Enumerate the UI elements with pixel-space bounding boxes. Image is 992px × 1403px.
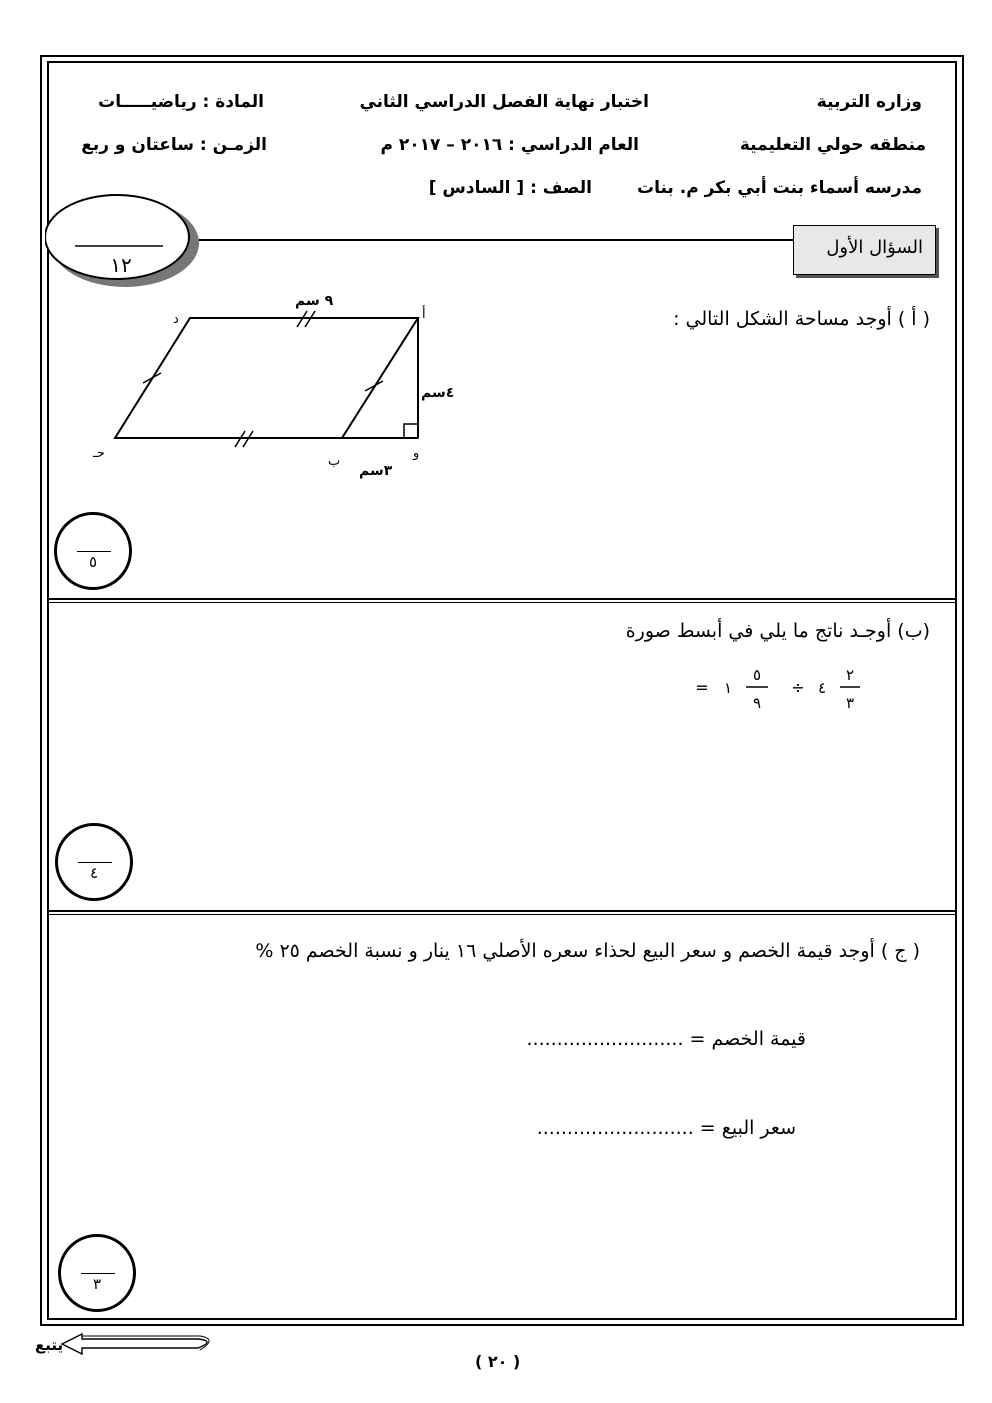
subject-label: المادة : رياضيـــــات	[98, 92, 264, 112]
fraction-1-denominator: ٣	[845, 694, 855, 712]
divider-a-b-thin	[47, 602, 957, 603]
part-b-question: (ب) أوجـد ناتج ما يلي في أبسط صورة	[625, 620, 930, 642]
part-a-question: ( أ ) أوجد مساحة الشكل التالي :	[673, 308, 930, 330]
tick-left	[143, 373, 161, 383]
grade-label: الصف : [ السادس ]	[428, 178, 592, 198]
fraction-2-numerator: ٥	[752, 666, 762, 684]
exam-title: اختبار نهاية الفصل الدراسي الثاني	[359, 92, 649, 112]
part-c-question: ( ج ) أوجد قيمة الخصم و سعر البيع لحذاء سعره الأصلي ١٦ ينار و نسبة الخصم ٢٥ %	[255, 940, 920, 962]
ministry-name: وزاره التربية	[816, 92, 922, 112]
part-a-score: ٥	[88, 553, 98, 571]
page-number: ( ٢٠ )	[475, 1352, 521, 1371]
question-one-title: السؤال الأول	[826, 237, 923, 258]
total-score-ellipse	[45, 193, 205, 293]
part-b-score-circle	[55, 823, 133, 901]
tick-right	[365, 381, 383, 391]
discount-label: قيمة الخصم =	[683, 1028, 806, 1050]
continue-label: يتبع	[35, 1336, 64, 1354]
divider-a-b	[47, 598, 957, 600]
exam-duration: الزمـن : ساعتان و ربع	[81, 135, 267, 155]
continue-arrow-icon	[48, 1326, 218, 1360]
top-side-length: ٩ سم	[295, 293, 334, 309]
score-bar	[77, 551, 111, 552]
right-angle-mark	[404, 424, 418, 438]
label-d: د	[173, 312, 179, 327]
part-b-score: ٤	[89, 864, 99, 882]
region-name: منطقه حولي التعليمية	[739, 135, 926, 155]
division-expression	[680, 663, 880, 723]
label-w: و	[413, 446, 420, 461]
height-length: ٤سم	[421, 385, 455, 401]
division-operator: ÷	[791, 678, 805, 697]
fraction-1-numerator: ٢	[845, 666, 855, 684]
sale-price-blank: ..........................	[536, 1117, 694, 1139]
discount-blank: ..........................	[526, 1028, 684, 1050]
whole-number-1: ٤	[817, 679, 827, 697]
divider-b-c-thin	[47, 914, 957, 915]
sale-price-label: سعر البيع =	[693, 1117, 796, 1139]
label-b: ب	[328, 454, 341, 469]
question-one-badge	[793, 225, 936, 275]
part-a-score-circle	[54, 512, 132, 590]
divider-b-c	[47, 910, 957, 912]
school-name: مدرسه أسماء بنت أبي بكر م. بنات	[637, 178, 922, 198]
base-extension-length: ٣سم	[359, 463, 393, 479]
academic-year: العام الدراسي : ٢٠١٦ – ٢٠١٧ م	[380, 135, 639, 155]
sale-price-row	[537, 1117, 796, 1139]
section-line	[195, 239, 795, 241]
parallelogram-shape	[115, 318, 418, 438]
label-h: حـ	[93, 446, 105, 461]
parallelogram-figure	[85, 285, 485, 485]
equals-sign: =	[695, 678, 709, 697]
part-c-score-circle	[58, 1234, 136, 1312]
discount-row	[526, 1028, 806, 1050]
score-bar	[78, 862, 112, 863]
total-score: ١٢	[110, 253, 132, 277]
score-bar	[81, 1273, 115, 1274]
whole-number-2: ١	[723, 679, 733, 697]
label-a: أ	[422, 307, 426, 322]
fraction-2-denominator: ٩	[752, 694, 762, 712]
part-c-score: ٣	[92, 1275, 102, 1293]
